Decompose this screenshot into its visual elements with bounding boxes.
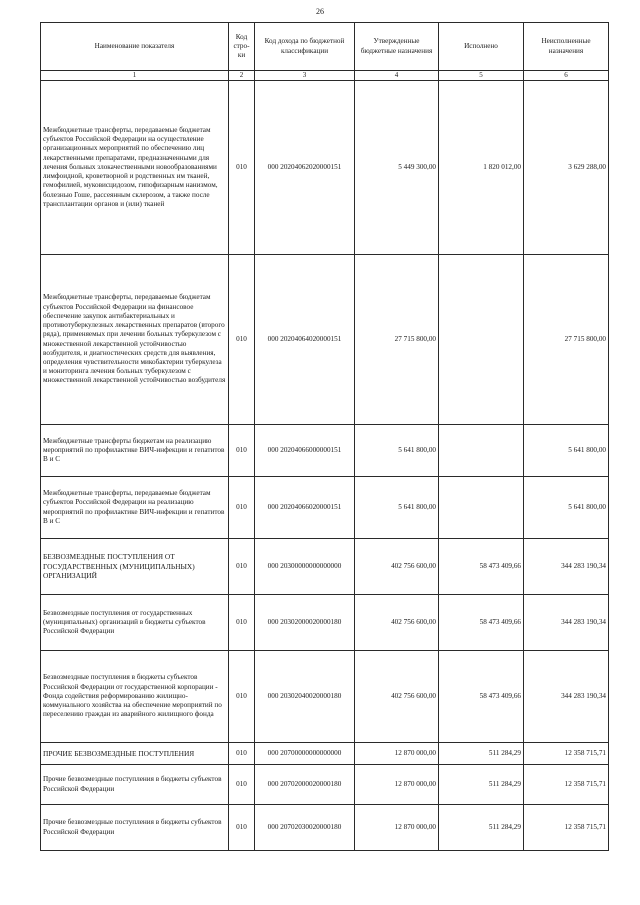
row-line-code: 010 xyxy=(229,255,255,425)
row-unexecuted: 27 715 800,00 xyxy=(524,255,609,425)
row-unexecuted: 344 283 190,34 xyxy=(524,539,609,595)
row-classification-code: 000 20302000020000180 xyxy=(255,595,355,651)
table-row xyxy=(41,765,609,805)
row-approved: 402 756 600,00 xyxy=(355,539,439,595)
row-approved: 5 641 800,00 xyxy=(355,425,439,477)
table-row xyxy=(41,595,609,651)
column-header-classification-code: Код дохода по бюджетной классификации xyxy=(255,23,355,71)
row-executed: 1 820 012,00 xyxy=(439,81,524,255)
row-classification-code: 000 20204062020000151 xyxy=(255,81,355,255)
row-line-code: 010 xyxy=(229,477,255,539)
row-approved: 402 756 600,00 xyxy=(355,651,439,743)
column-number: 2 xyxy=(229,71,255,81)
table-row xyxy=(41,425,609,477)
row-classification-code: 000 20204066000000151 xyxy=(255,425,355,477)
row-name: Безвозмездные поступления в бюджеты субъектов Российской Федерации от государственной корпорации - Фонда содействия реформированию жилищно-коммунального хозяйства на обеспечение мероприятий по переселению граждан из аварийного жилищного фонда xyxy=(41,651,229,743)
column-number: 6 xyxy=(524,71,609,81)
row-approved: 12 870 000,00 xyxy=(355,765,439,805)
header-row xyxy=(41,23,609,71)
row-name: ПРОЧИЕ БЕЗВОЗМЕЗДНЫЕ ПОСТУПЛЕНИЯ xyxy=(41,743,229,765)
page-number: 26 xyxy=(316,7,324,16)
row-approved: 12 870 000,00 xyxy=(355,805,439,851)
row-line-code: 010 xyxy=(229,651,255,743)
column-header-unexecuted: Неисполненные назначения xyxy=(524,23,609,71)
row-unexecuted: 12 358 715,71 xyxy=(524,805,609,851)
row-unexecuted: 5 641 800,00 xyxy=(524,477,609,539)
table-row xyxy=(41,81,609,255)
row-name: Прочие безвозмездные поступления в бюджеты субъектов Российской Федерации xyxy=(41,765,229,805)
row-name: Межбюджетные трансферты, передаваемые бюджетам субъектов Российской Федерации на финансовое обеспечение закупок антибактериальных и противотуберкулезных лекарственных препаратов (второго ряда), применяемых при лечении больных туберкулезом с множественной лекарственной устойчивостью возбудителя, и диагностических средств для выявления, определения чувствительности микобактерии туберкулеза и мониторинга лечения больных туберкулезом с множественной лекарственной устойчивостью возбудителя xyxy=(41,255,229,425)
column-number: 3 xyxy=(255,71,355,81)
row-name: Безвозмездные поступления от государственных (муниципальных) организаций в бюджеты субъектов Российской Федерации xyxy=(41,595,229,651)
column-header-executed: Исполнено xyxy=(439,23,524,71)
row-unexecuted: 12 358 715,71 xyxy=(524,765,609,805)
row-executed xyxy=(439,477,524,539)
row-line-code: 010 xyxy=(229,743,255,765)
column-number: 5 xyxy=(439,71,524,81)
row-classification-code: 000 20700000000000000 xyxy=(255,743,355,765)
row-approved: 5 641 800,00 xyxy=(355,477,439,539)
row-executed: 511 284,29 xyxy=(439,805,524,851)
row-classification-code: 000 20300000000000000 xyxy=(255,539,355,595)
row-unexecuted: 344 283 190,34 xyxy=(524,595,609,651)
row-name: Межбюджетные трансферты, передаваемые бюджетам субъектов Российской Федерации на осуществление организационных мероприятий по обеспечению лиц лекарственными препаратами, предназначенными для лечения больных злокачественными новообразованиями лимфоидной, кроветворной и родственных им тканей, гемофилией, муковисцидозом, гипофизарным нанизмом, болезнью Гоше, рассеянным склерозом, а также после трансплантации органов и (или) тканей xyxy=(41,81,229,255)
row-name: Прочие безвозмездные поступления в бюджеты субъектов Российской Федерации xyxy=(41,805,229,851)
row-approved: 402 756 600,00 xyxy=(355,595,439,651)
row-executed: 511 284,29 xyxy=(439,743,524,765)
column-number-row xyxy=(41,71,609,81)
row-classification-code: 000 20204064020000151 xyxy=(255,255,355,425)
row-executed: 58 473 409,66 xyxy=(439,595,524,651)
table-row xyxy=(41,477,609,539)
row-unexecuted: 5 641 800,00 xyxy=(524,425,609,477)
row-executed: 511 284,29 xyxy=(439,765,524,805)
row-line-code: 010 xyxy=(229,539,255,595)
table-row xyxy=(41,651,609,743)
row-name: Межбюджетные трансферты бюджетам на реализацию мероприятий по профилактике ВИЧ-инфекции и гепатитов B и C xyxy=(41,425,229,477)
row-executed: 58 473 409,66 xyxy=(439,539,524,595)
row-name: Межбюджетные трансферты, передаваемые бюджетам субъектов Российской Федерации на реализацию мероприятий по профилактике ВИЧ-инфекции и гепатитов B и C xyxy=(41,477,229,539)
row-classification-code: 000 20702030020000180 xyxy=(255,805,355,851)
row-line-code: 010 xyxy=(229,425,255,477)
column-header-approved: Утвержденные бюджетные назначения xyxy=(355,23,439,71)
row-unexecuted: 12 358 715,71 xyxy=(524,743,609,765)
row-unexecuted: 3 629 288,00 xyxy=(524,81,609,255)
row-line-code: 010 xyxy=(229,595,255,651)
row-line-code: 010 xyxy=(229,81,255,255)
row-line-code: 010 xyxy=(229,805,255,851)
column-number: 1 xyxy=(41,71,229,81)
row-approved: 5 449 300,00 xyxy=(355,81,439,255)
row-executed: 58 473 409,66 xyxy=(439,651,524,743)
table-row xyxy=(41,539,609,595)
table-row xyxy=(41,743,609,765)
column-number: 4 xyxy=(355,71,439,81)
row-line-code: 010 xyxy=(229,765,255,805)
row-unexecuted: 344 283 190,34 xyxy=(524,651,609,743)
row-approved: 12 870 000,00 xyxy=(355,743,439,765)
row-executed xyxy=(439,255,524,425)
row-classification-code: 000 20204066020000151 xyxy=(255,477,355,539)
row-classification-code: 000 20302040020000180 xyxy=(255,651,355,743)
row-name: БЕЗВОЗМЕЗДНЫЕ ПОСТУПЛЕНИЯ ОТ ГОСУДАРСТВЕННЫХ (МУНИЦИПАЛЬНЫХ) ОРГАНИЗАЦИЙ xyxy=(41,539,229,595)
row-executed xyxy=(439,425,524,477)
column-header-name: Наименование показателя xyxy=(41,23,229,71)
row-classification-code: 000 20702000020000180 xyxy=(255,765,355,805)
row-approved: 27 715 800,00 xyxy=(355,255,439,425)
table-row xyxy=(41,805,609,851)
budget-execution-table xyxy=(40,22,609,851)
column-header-line-code: Код стро-ки xyxy=(229,23,255,71)
table-row xyxy=(41,255,609,425)
